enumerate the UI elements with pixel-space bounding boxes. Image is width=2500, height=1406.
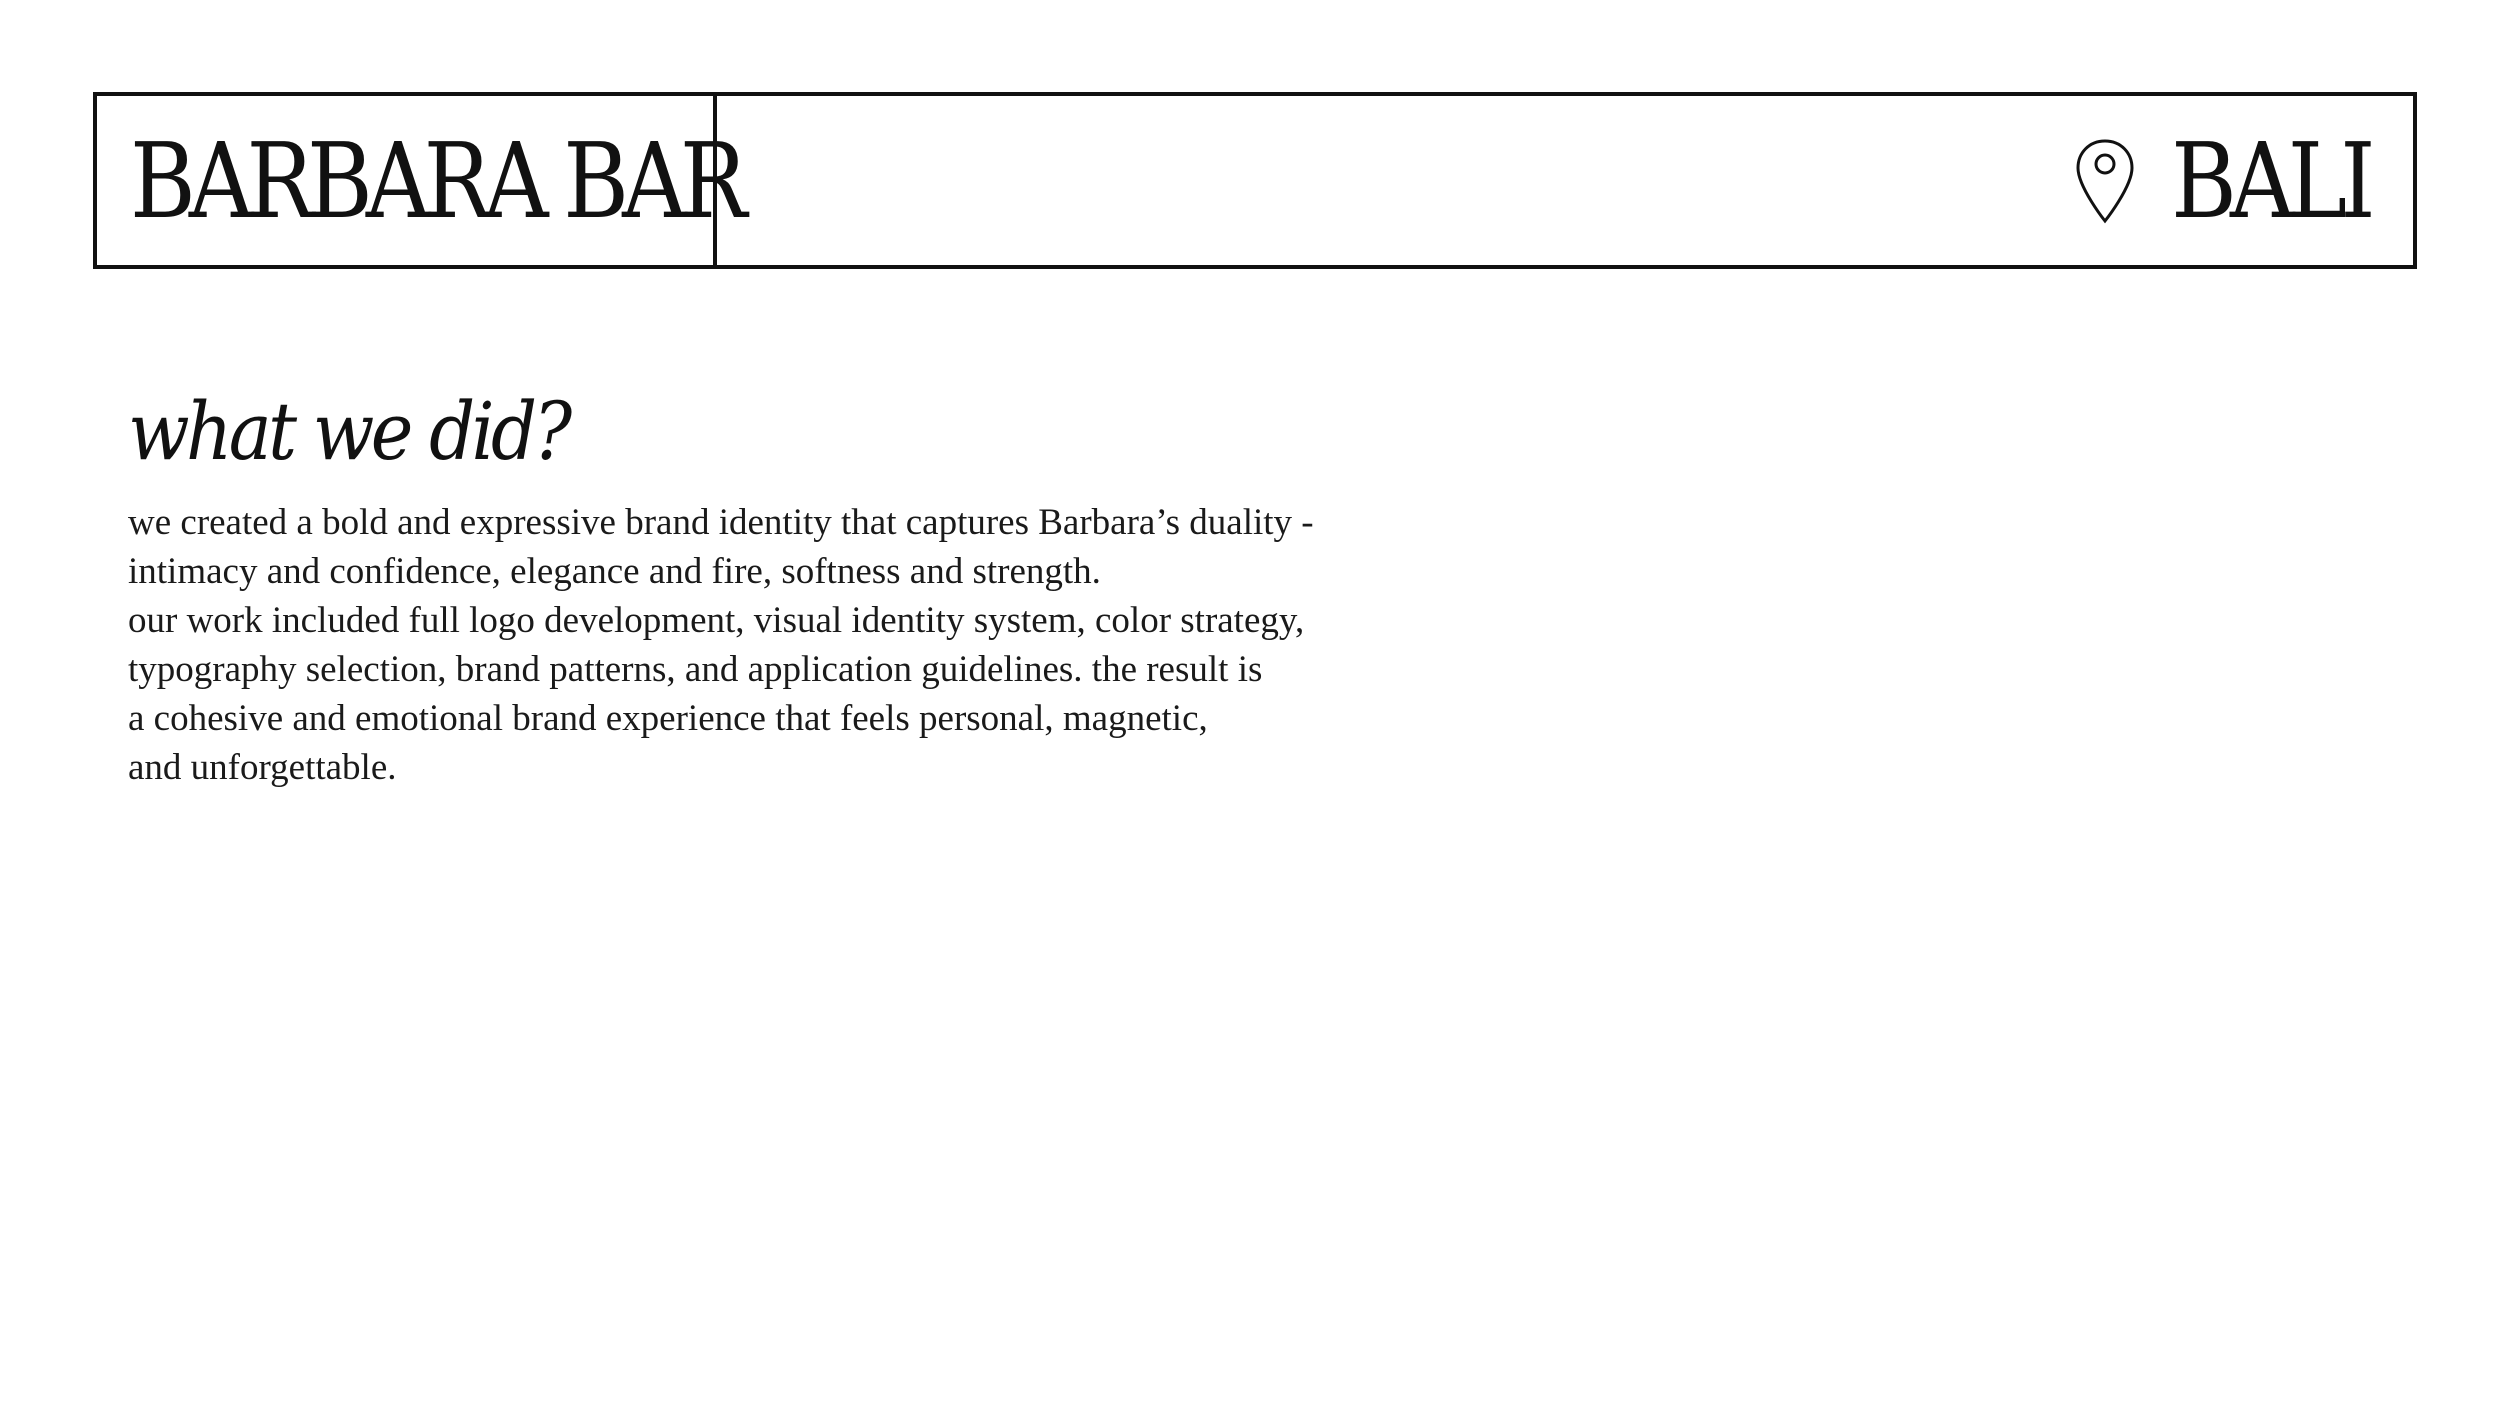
- brand-name: BARBARA BAR: [130, 119, 741, 242]
- section-body: [128, 498, 1528, 792]
- body-line: we created a bold and expressive brand identity that captures Barbara’s duality -: [128, 502, 1314, 543]
- body-line: our work included full logo development, visual identity system, color strategy,: [128, 600, 1305, 641]
- what-we-did-section: [128, 385, 1528, 792]
- map-pin-icon: [2073, 137, 2137, 225]
- section-heading: what we did?: [128, 385, 569, 478]
- body-line: typography selection, brand patterns, and application guidelines. the result is: [128, 649, 1263, 690]
- body-line: and unforgettable.: [128, 747, 397, 788]
- body-line: intimacy and confidence, elegance and fire, softness and strength.: [128, 551, 1101, 592]
- body-line: a cohesive and emotional brand experience that feels personal, magnetic,: [128, 698, 1208, 739]
- location-cell: [717, 96, 2413, 265]
- brand-cell: [97, 96, 741, 265]
- header-bar: [93, 92, 2417, 269]
- location-name: BALI: [2171, 119, 2369, 242]
